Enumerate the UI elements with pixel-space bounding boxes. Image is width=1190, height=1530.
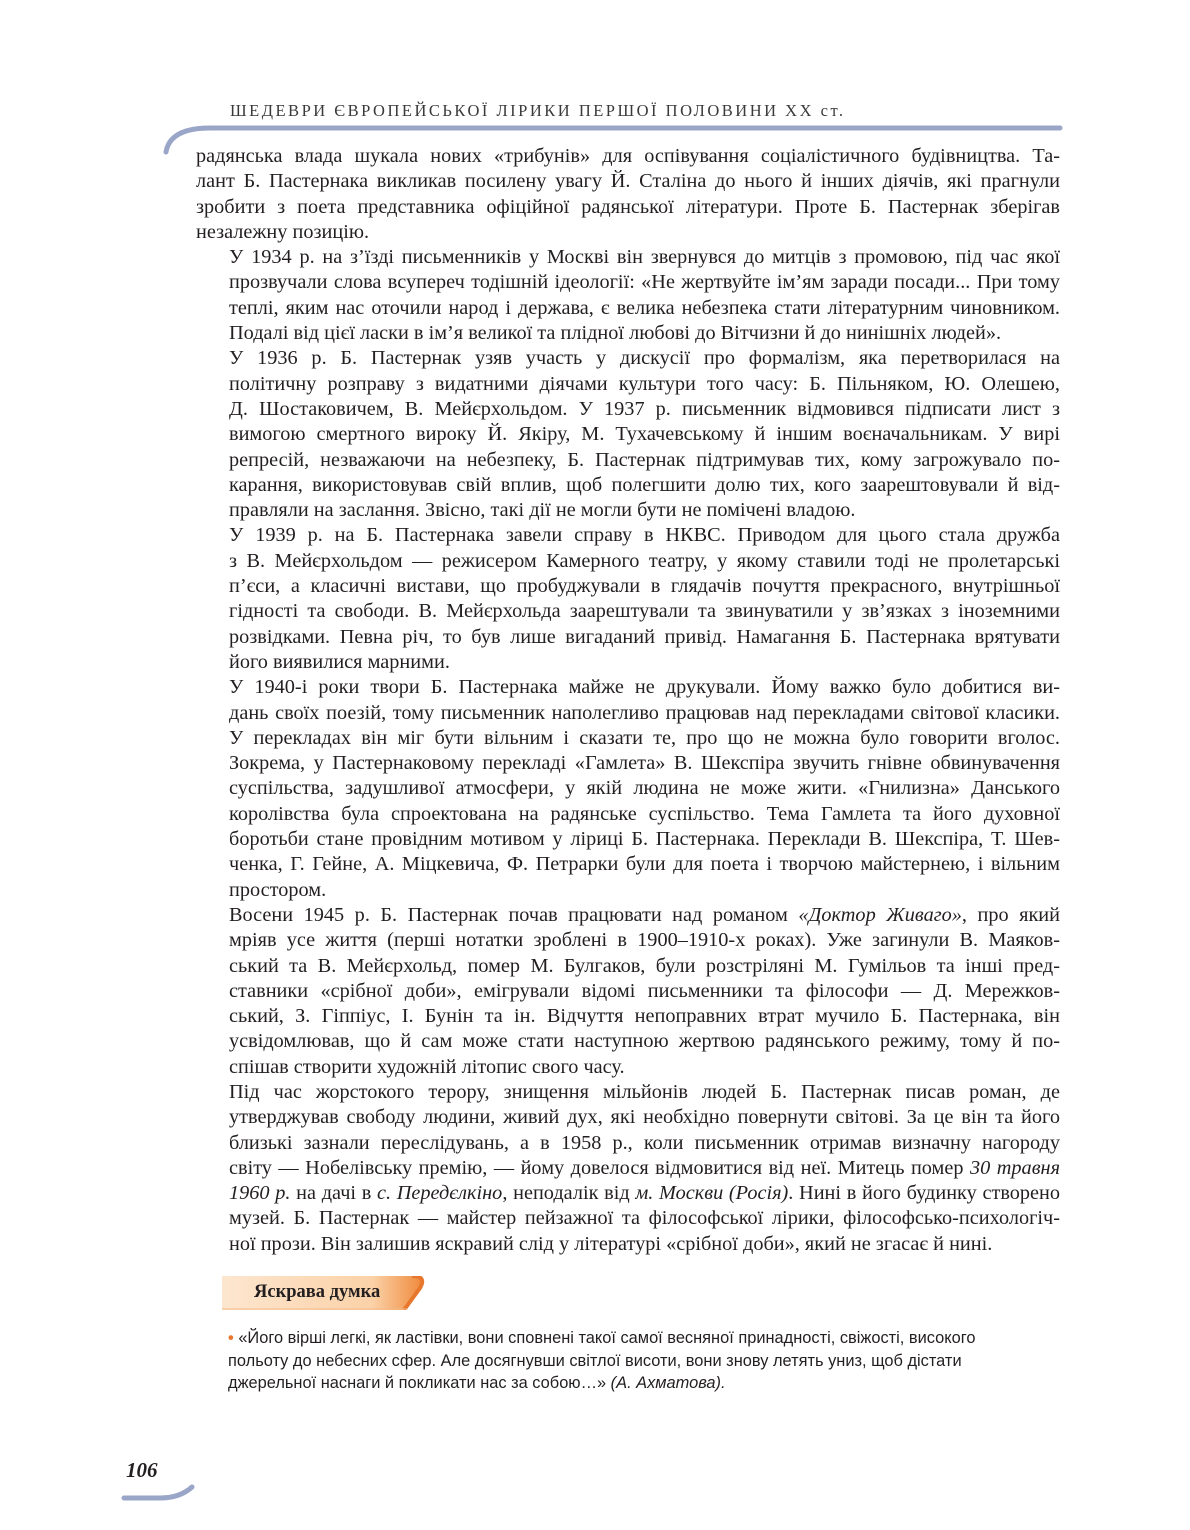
text-line: ченка, Г. Гейне, А. Міцкевича, Ф. Петрарки були для поета і творчою майстернею, і вільним [229,853,1060,876]
text-line: світу — Нобелівську премію, — йому довелося відмовитися від неї. Митець помер 30 травня [229,1156,1060,1179]
text-line: У 1939 р. на Б. Пастернака завели справу в НКВС. Приводом для цього стала дружба [229,524,1060,547]
callout-label: Яскрава думка [254,1282,381,1302]
text-line: У перекладах він міг бути вільним і сказати те, про що не можна було говорити вголос. [229,726,1060,749]
text-line: 1960 р. на дачі в с. Передєлкіно, неподалік від м. Москви (Росія). Нині в його будинку створено [229,1182,1061,1205]
paragraph [196,144,1060,245]
paragraph [196,903,1060,1080]
text-line: дань своїх поезій, тому письменник наполегливо працював над перекладами світової класики. [229,701,1060,724]
header-rule-decoration [0,0,1190,160]
running-title: ШЕДЕВРИ ЄВРОПЕЙСЬКОЇ ЛІРИКИ ПЕРШОЇ ПОЛОВИНИ XX ст. [230,101,846,120]
paragraph [196,1080,1060,1257]
text-line: вимогою смертного вироку Й. Якіру, М. Тухачевському й іншим воєначальникам. У вирі [229,423,1060,446]
text-line: У 1936 р. Б. Пастернак узяв участь у дискусії про формалізм, яка перетворилася на [229,347,1060,370]
text-line: розвідками. Певна річ, то був лише вигаданий привід. Намагання Б. Пастернака врятувати [229,625,1060,648]
text-line: суспільства, задушливої атмосфери, у якій людина не може жити. «Гнилизна» Данського [229,777,1060,800]
text-line: гідності та свободи. В. Мейєрхольда заарештували та звинуватили у зв’язках з іноземними [229,600,1060,623]
text-line: ський та В. Мейєрхольд, помер М. Булгаков, були розстріляні М. Гумільов та інші пред- [229,954,1060,977]
page-header [0,0,1190,160]
paragraph [196,523,1060,675]
text-line: з В. Мейєрхольдом — режисером Камерного театру, у якому ставили тоді не пролетарські [229,549,1060,572]
quote-line-text: джерельної наснаги й покликати нас за собою…» [228,1374,607,1392]
text-line: репресій, незважаючи на небезпеку, Б. Пастернак підтримував тих, кому загрожувало по- [229,448,1060,471]
text-line: карання, використовував свій вплив, щоб полегшити долю тих, кого заарештовували й від- [229,473,1060,496]
text-line: боротьби стане провідним мотивом у ліриці Б. Пастернака. Переклади В. Шекспіра, Т. Шев- [229,828,1060,851]
bullet-icon: • [228,1329,234,1347]
text-line: королівства була спроектована на радянське суспільство. Тема Гамлета та його духовної [229,802,1060,825]
text-line: ський, З. Гіппіус, І. Бунін та ін. Відчуття непоправних втрат мучило Б. Пастернака, він [229,1005,1060,1028]
text-line: простором. [229,878,327,901]
footer-rule-decoration [120,1484,200,1506]
text-line: утверджував свободу людини, живий дух, які необхідно повернути світові. За це він та його [229,1106,1060,1129]
text-line: Подалі від цієї ласки в ім’я великої та плідної любові до Вітчизни й до нинішніх людей». [229,322,1002,345]
text-line: правляли на заслання. Звісно, такі дії не могли бути не помічені владою. [229,499,856,522]
text-line: Зокрема, у Пастернаковому перекладі «Гамлета» В. Шекспіра звучить гнівне обвинувачення [229,752,1060,775]
text-line: близькі зазнали переслідувань, а в 1958 р., коли письменник отримав визначну нагороду [229,1131,1060,1154]
text-line: Д. Шостаковичем, В. Мейєрхольдом. У 1937 р. письменник відмовився підписати лист з [229,397,1060,420]
text-line: мріяв усе життя (перші нотатки зроблені в 1900–1910-х роках). Уже загинули В. Маяков- [229,929,1060,952]
text-line: спішав створити художній літопис свого часу. [229,1055,625,1078]
text-line: ставники «срібної доби», емігрували відомі письменники та філософи — Д. Мережков- [229,979,1060,1002]
text-line: політичну розправу з видатними діячами культури того часу: Б. Пільняком, Ю. Олешею, [229,372,1060,395]
quote-line-text: «Його вірші легкі, як ластівки, вони сповнені такої самої весняної принадності, свіжості, високого [238,1329,976,1347]
text-line: усвідомлював, що й сам може стати наступною жертвою радянського режиму, тому й по- [229,1030,1060,1053]
text-line: незалежну позицію. [196,220,370,243]
text-line: Під час жорстокого терору, знищення мільйонів людей Б. Пастернак писав роман, де [229,1080,1060,1103]
text-line: Восени 1945 р. Б. Пастернак почав працювати над романом «Доктор Живаго», про який [229,903,1060,926]
quote-line: польоту до небесних сфер. Але досягнувши світлої висоти, вони знову летять униз, щоб дістати [228,1351,962,1370]
paragraph [196,245,1060,346]
quote-line [228,1327,1068,1350]
text-line: музей. Б. Пастернак — майстер пейзажної та філософської лірики, філософсько-психологіч- [229,1207,1060,1230]
callout-quote [228,1327,1068,1395]
text-line: У 1934 р. на з’їзді письменників у Москві він звернувся до митців з промовою, під час якої [229,246,1060,269]
quote-line [228,1372,1068,1395]
page-number: 106 [126,1458,158,1482]
text-line: У 1940-і роки твори Б. Пастернака майже не друкували. Йому важко було добитися ви- [229,676,1060,699]
text-line: лант Б. Пастернака викликав посилену увагу Й. Сталіна до нього й інших діячів, які прагнули [196,170,1060,193]
text-line: п’єси, а класичні вистави, що пробуджували в глядачів почуття прекрасного, внутрішньої [229,575,1060,598]
paragraph [196,346,1060,523]
text-line: його виявилися марними. [229,650,450,673]
article-body [196,144,1060,1257]
quote-attribution: (А. Ахматова). [610,1374,726,1392]
text-line: зробити з поета представника офіційної радянської літератури. Проте Б. Пастернак зберігав [196,195,1060,218]
text-line: прозвучали слова всупереч тодішній ідеології: «Не жертвуйте ім’ям заради посади... При тому [229,271,1060,294]
text-line: теплі, яким нас оточили народ і держава, є велика небезпека стати літературним чиновником. [229,296,1060,319]
text-line: ної прози. Він залишив яскравий слід у літературі «срібної доби», який не згасає й нині. [229,1232,993,1255]
paragraph [196,675,1060,903]
text-line: радянська влада шукала нових «трибунів» для оспівування соціалістичного будівництва. Та- [196,145,1060,167]
